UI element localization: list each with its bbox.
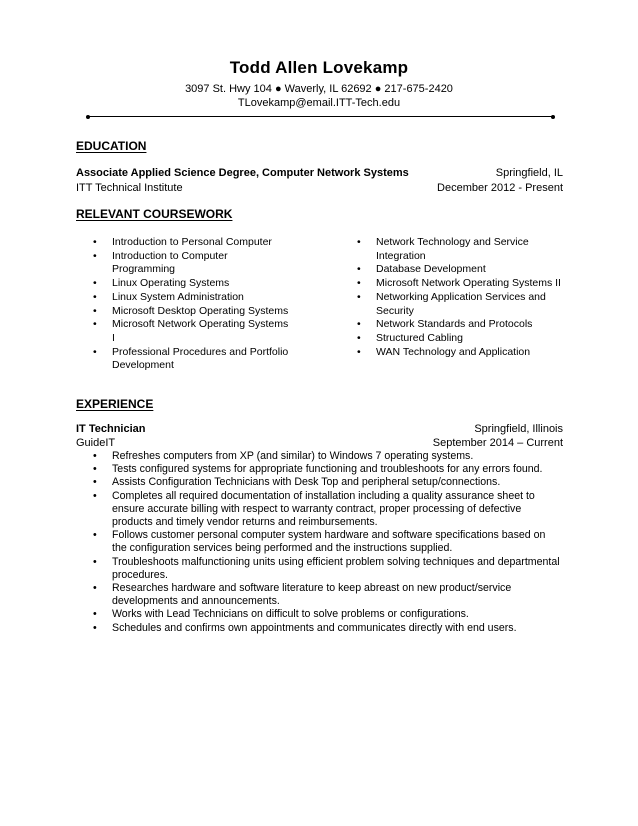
contact-address: 3097 St. Hwy 104 ● Waverly, IL 62692 ● 217-675-2420 xyxy=(185,83,453,95)
divider-right-dot xyxy=(551,115,555,119)
course-item: • Networking Application Services and Security xyxy=(357,291,569,318)
course-item: • Microsoft Network Operating Systems I xyxy=(93,318,293,345)
course-item: • WAN Technology and Application xyxy=(357,346,569,360)
course-item: • Structured Cabling xyxy=(357,332,569,346)
coursework-left-column xyxy=(93,236,293,373)
course-item: • Professional Procedures and Portfolio Development xyxy=(93,346,293,373)
education-degree-row xyxy=(76,166,563,180)
contact-email: TLovekamp@email.ITT-Tech.edu xyxy=(237,97,401,109)
course-item: • Introduction to Personal Computer xyxy=(93,236,293,250)
duty-item: • Works with Lead Technicians on difficult to solve problems or configurations. xyxy=(93,608,563,621)
duty-item: • Follows customer personal computer system hardware and software specifications based on the configuration services being performed and the instructions supplied. xyxy=(93,529,563,555)
education-heading: EDUCATION xyxy=(76,139,147,153)
job-location: Springfield, Illinois xyxy=(474,423,563,435)
duty-item: • Assists Configuration Technicians with Desk Top and peripheral setup/connections. xyxy=(93,476,563,489)
course-item: • Introduction to Computer Programming xyxy=(93,250,293,277)
job-company: GuideIT xyxy=(76,437,116,449)
duty-item: • Troubleshoots malfunctioning units using efficient problem solving techniques and departmental procedures. xyxy=(93,556,563,582)
course-item: • Microsoft Network Operating Systems II xyxy=(357,277,569,291)
duty-item: • Completes all required documentation of installation including a quality assurance sheet to ensure accurate billing with respect to warranty contract, proper processing of defective products and timely vendor returns and reimbursements. xyxy=(93,490,563,530)
course-item: • Database Development xyxy=(357,263,569,277)
course-item: • Network Technology and Service Integration xyxy=(357,236,569,263)
applicant-name: Todd Allen Lovekamp xyxy=(229,58,409,77)
job-dates: September 2014 – Current xyxy=(432,437,563,449)
duty-item: • Refreshes computers from XP (and similar) to Windows 7 operating systems. xyxy=(93,450,563,463)
course-item: • Linux Operating Systems xyxy=(93,277,293,291)
job-title-row xyxy=(76,422,563,436)
experience-heading: EXPERIENCE xyxy=(76,397,154,411)
course-item: • Microsoft Desktop Operating Systems xyxy=(93,305,293,319)
education-school-row xyxy=(76,181,563,195)
coursework-heading: RELEVANT COURSEWORK xyxy=(76,207,233,221)
course-item: • Linux System Administration xyxy=(93,291,293,305)
education-location: Springfield, IL xyxy=(495,167,563,179)
education-degree: Associate Applied Science Degree, Computer Network Systems xyxy=(76,167,409,179)
course-item: • Network Standards and Protocols xyxy=(357,318,569,332)
duty-item: • Schedules and confirms own appointments and communicates directly with end users. xyxy=(93,622,563,635)
job-duties-list xyxy=(93,450,563,635)
duty-item: • Researches hardware and software literature to keep abreast on new product/service developments and announcements. xyxy=(93,582,563,608)
job-title: IT Technician xyxy=(76,423,146,435)
job-company-row xyxy=(76,436,563,450)
education-school: ITT Technical Institute xyxy=(76,182,183,194)
coursework-right-column xyxy=(357,236,569,359)
education-dates: December 2012 - Present xyxy=(437,182,563,194)
duty-item: • Tests configured systems for appropriate functioning and troubleshoots for any errors found. xyxy=(93,463,563,476)
header-divider xyxy=(88,116,553,117)
